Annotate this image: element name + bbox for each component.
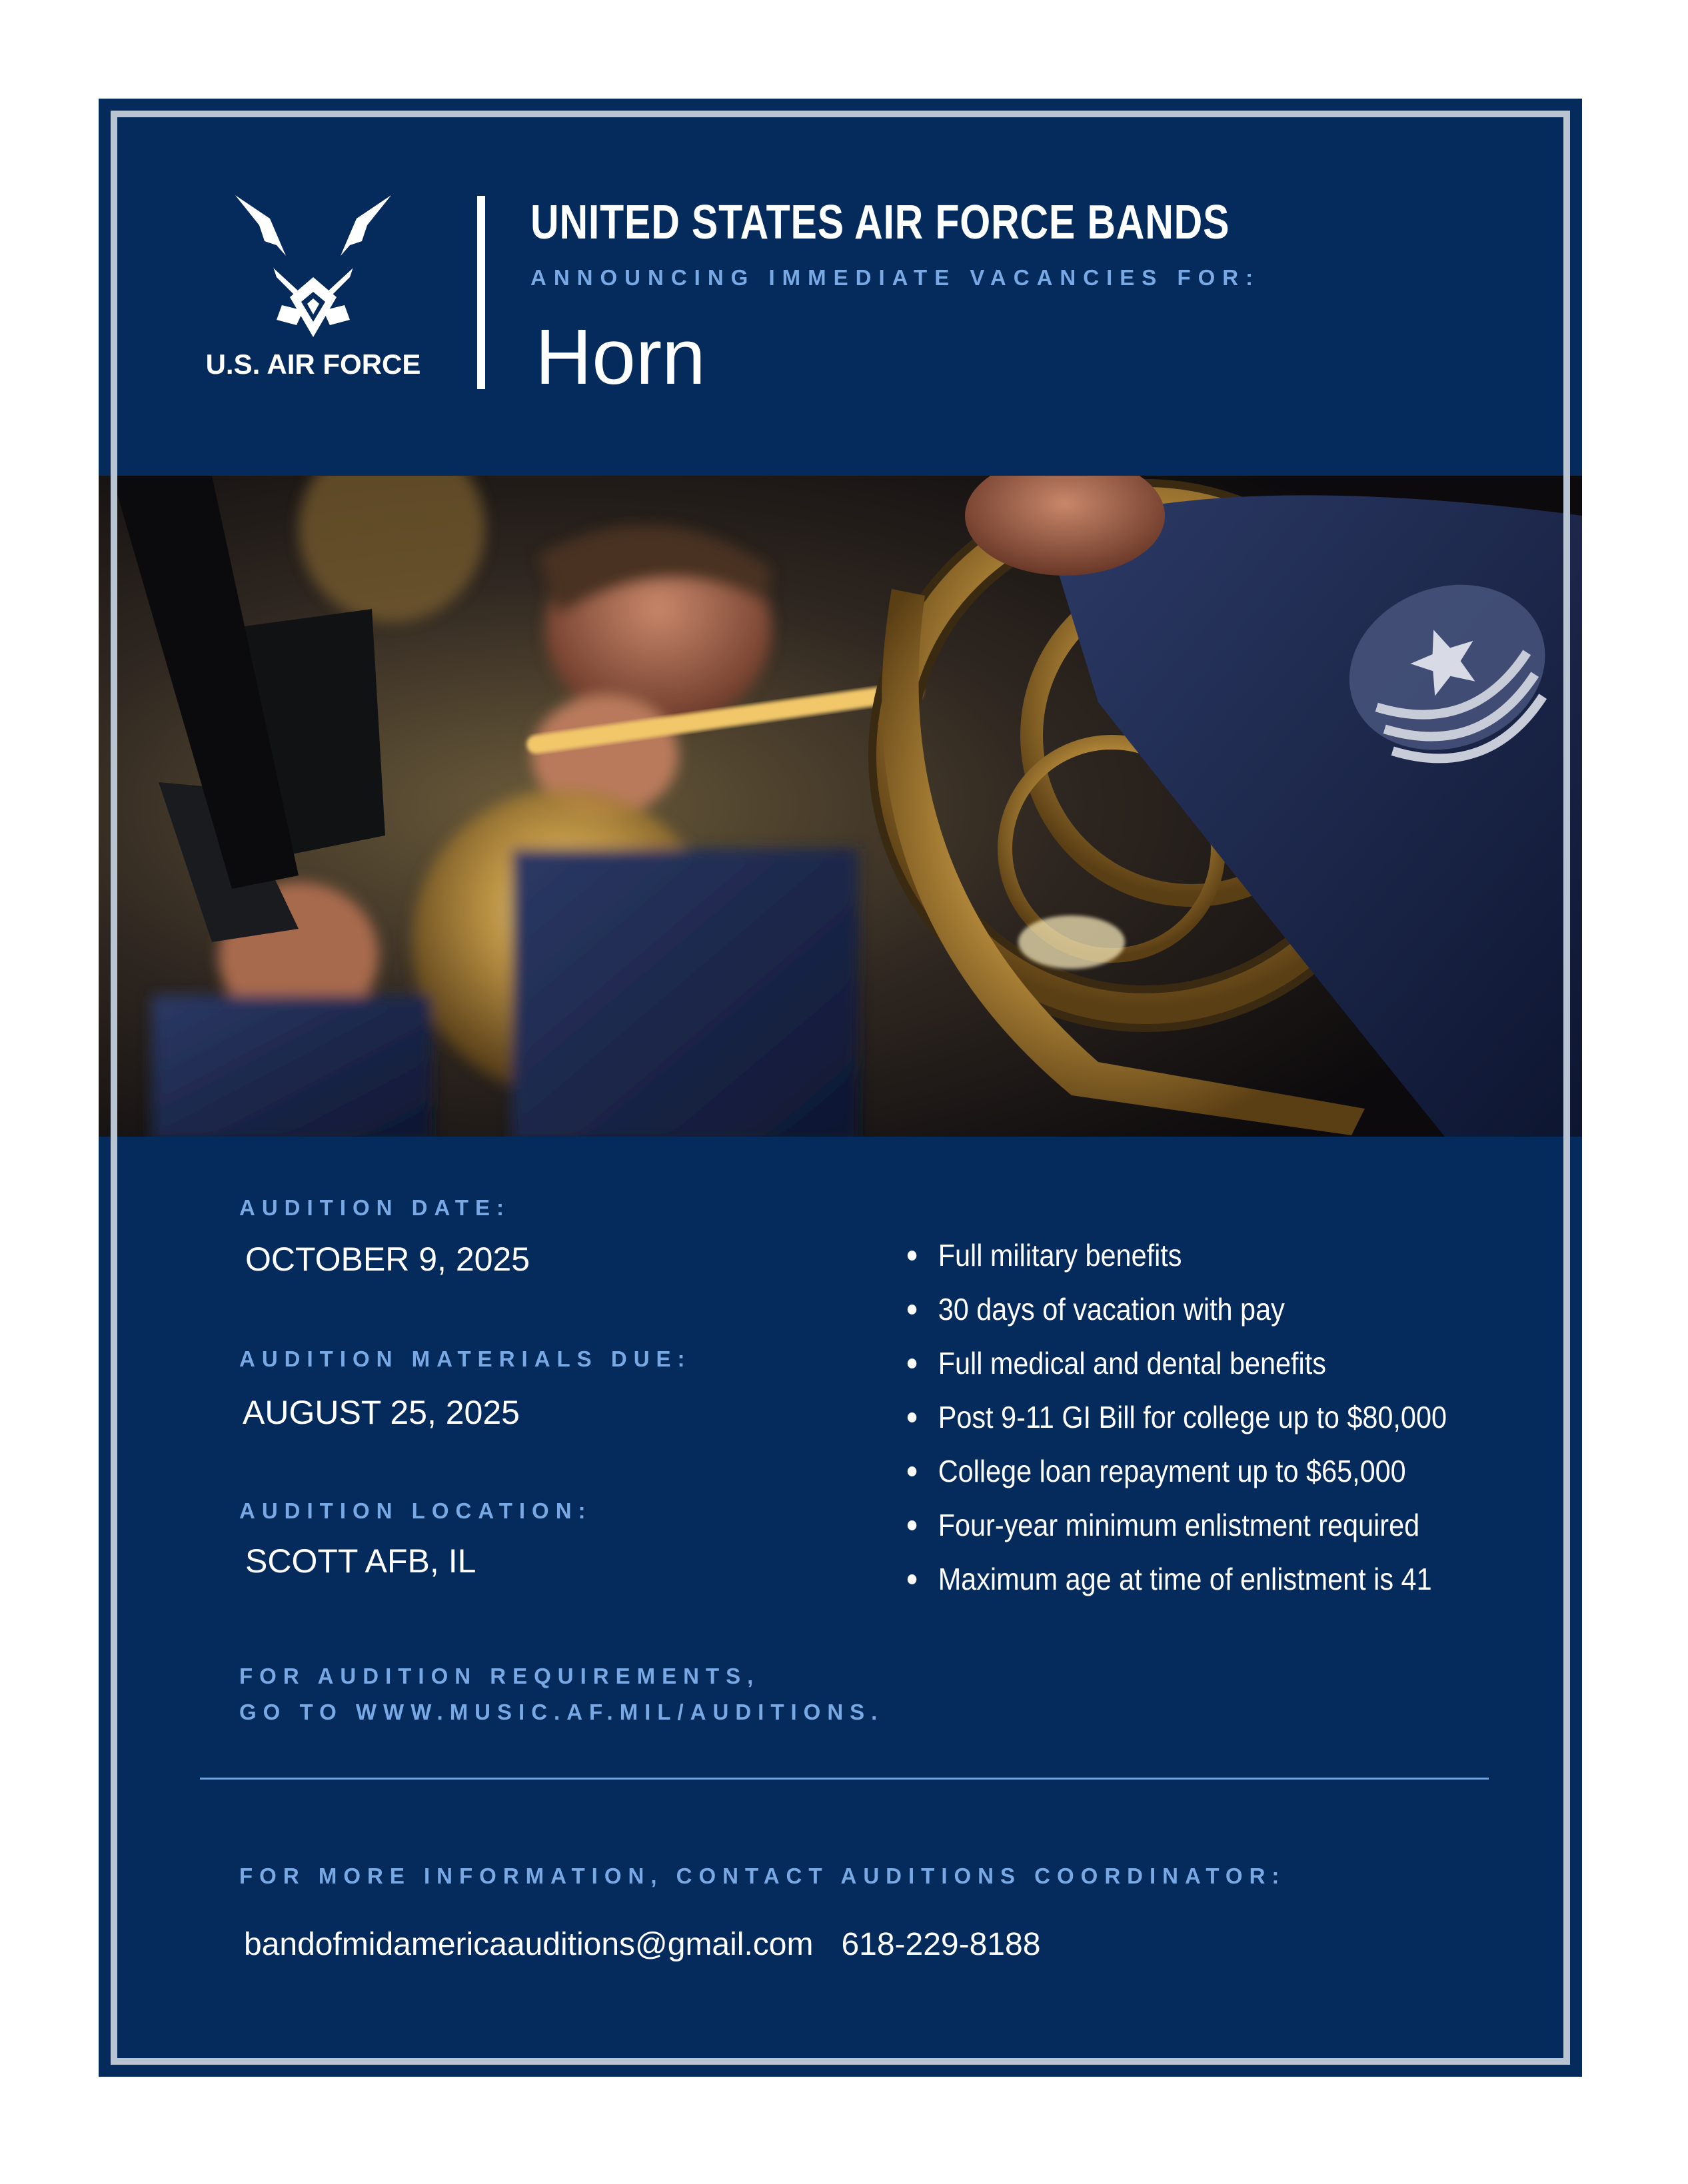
- list-item: [906, 1343, 1447, 1397]
- bullet-icon: [908, 1305, 917, 1315]
- horn-players-photo: [99, 476, 1582, 1137]
- header-divider: [477, 196, 485, 389]
- benefits-list: [906, 1235, 1507, 1613]
- air-force-wings-icon: [230, 192, 397, 338]
- requirements-link[interactable]: GO TO WWW.MUSIC.AF.MIL/AUDITIONS.: [239, 1700, 884, 1724]
- contact-email[interactable]: bandofmidamericaauditions@gmail.com: [244, 1927, 814, 1962]
- logo-wordmark: U.S. AIR FORCE: [205, 348, 421, 380]
- announcement-subtitle: ANNOUNCING IMMEDIATE VACANCIES FOR:: [530, 265, 1261, 290]
- vacancy-poster: [99, 99, 1582, 2077]
- poster-body: [99, 1137, 1582, 2077]
- bullet-icon: [908, 1412, 917, 1422]
- bullet-icon: [908, 1359, 917, 1368]
- benefit-text: College loan repayment up to $65,000: [938, 1454, 1406, 1488]
- section-divider: [200, 1778, 1489, 1780]
- contact-info: [244, 1926, 1040, 1963]
- list-item: [906, 1397, 1447, 1451]
- photo-illustration: [99, 476, 1582, 1137]
- materials-due-date: AUGUST 25, 2025: [243, 1394, 520, 1431]
- contact-phone[interactable]: 618-229-8188: [841, 1927, 1041, 1962]
- materials-due-label: AUDITION MATERIALS DUE:: [239, 1347, 692, 1371]
- requirements-line-1: FOR AUDITION REQUIREMENTS,: [239, 1664, 760, 1688]
- list-item: [906, 1505, 1447, 1559]
- benefit-text: 30 days of vacation with pay: [938, 1292, 1285, 1327]
- page-title: UNITED STATES AIR FORCE BANDS: [530, 196, 1230, 249]
- bullet-icon: [908, 1574, 917, 1584]
- instrument-name: Horn: [535, 313, 706, 401]
- bullet-icon: [908, 1251, 917, 1261]
- list-item: [906, 1235, 1447, 1289]
- benefit-text: Maximum age at time of enlistment is 41: [938, 1562, 1432, 1596]
- bullet-icon: [908, 1520, 917, 1530]
- benefit-text: Full military benefits: [938, 1238, 1182, 1273]
- audition-date: OCTOBER 9, 2025: [245, 1241, 530, 1278]
- air-force-logo: [187, 192, 440, 392]
- benefit-text: Post 9-11 GI Bill for college up to $80,000: [938, 1400, 1447, 1434]
- bullet-icon: [908, 1466, 917, 1476]
- list-item: [906, 1559, 1447, 1613]
- benefit-text: Full medical and dental benefits: [938, 1346, 1326, 1380]
- poster-header: [99, 99, 1582, 476]
- audition-location: SCOTT AFB, IL: [245, 1542, 476, 1580]
- audition-date-label: AUDITION DATE:: [239, 1195, 511, 1220]
- list-item: [906, 1451, 1447, 1505]
- audition-location-label: AUDITION LOCATION:: [239, 1498, 592, 1523]
- contact-label: FOR MORE INFORMATION, CONTACT AUDITIONS COORDINATOR:: [239, 1864, 1286, 1888]
- benefit-text: Four-year minimum enlistment required: [938, 1508, 1420, 1542]
- list-item: [906, 1289, 1447, 1343]
